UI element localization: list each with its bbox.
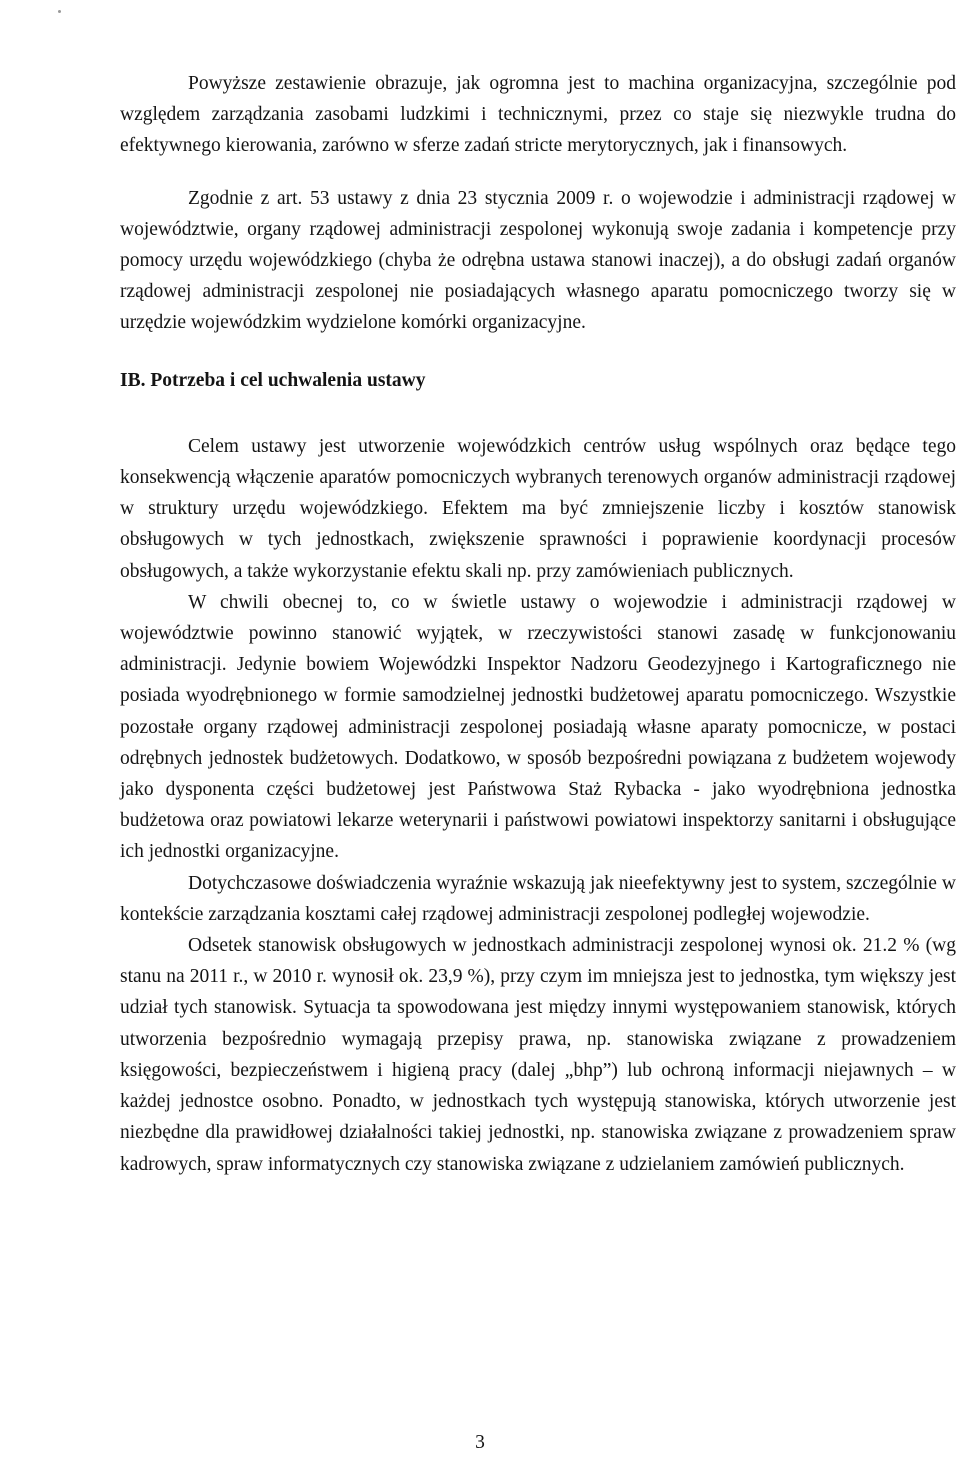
paragraph-cel-ustawy: Celem ustawy jest utworzenie wojewódzkich centrów usług wspólnych oraz będące tego konsekwencją włączenie aparatów pomocniczych wybranych terenowych organów administracji rządowej w struktury urzędu wojewódzkiego. Efektem ma być zmniejszenie liczby i kosztów stanowisk obsługowych w tych jednostkach, zwiększenie sprawności i poprawienie koordynacji procesów obsługowych, a także wykorzystanie efektu skali np. przy zamówieniach publicznych. [120,435,956,582]
paragraph-art-53: Zgodnie z art. 53 ustawy z dnia 23 stycznia 2009 r. o wojewodzie i administracji rządowej w województwie, organy rządowej administracji zespolonej wykonują swoje zadania i kompetencje przy pomocy urzędu wojewódzkiego (chyba że odrębna ustawa stanowi inaczej), a do obsługi zadań organów rządowej administracji zespolonej nie posiadających własnego aparatu pomocniczego tworzy się w urzędzie wojewódzkim wydzielone komórki organizacyjne. [120,187,956,334]
section-heading: IB. Potrzeba i cel uchwalenia ustawy [120,369,426,391]
scan-speck [58,10,61,13]
paragraph-odsetek: Odsetek stanowisk obsługowych w jednostkach administracji zespolonej wynosi ok. 21.2 % (wg stanu na 2011 r., w 2010 r. wynosił ok. 23,9 %), przy czym im mniejsza jest to jednostka, tym większy jest udział tych stanowisk. Sytuacja ta spowodowana jest między innymi występowaniem stanowisk, których utworzenia bezpośrednio wymagają przepisy prawa, np. stanowiska związane z prowadzeniem księgowości, bezpieczeństwem i higieną pracy (dalej „bhp”) lub ochroną informacji niejawnych – w każdej jednostce osobno. Ponadto, w jednostkach tych występują stanowiska, których utworzenie jest niezbędne dla prawidłowej działalności takiej jednostki, np. stanowiska związane z prowadzeniem spraw kadrowych, spraw informatycznych czy stanowiska związane z udzielaniem zamówień publicznych. [120,935,956,1175]
page-number: 3 [475,1432,485,1453]
paragraph-machina: Powyższe zestawienie obrazuje, jak ogromna jest to machina organizacyjna, szczególnie pod względem zarządzania zasobami ludzkimi i technicznymi, przez co staje się niezwykle trudna do efektywnego kierowania, zarówno w sferze zadań stricte merytorycznych, jak i finansowych. [120,73,956,157]
paragraph-chwila-obecna: W chwili obecnej to, co w świetle ustawy o wojewodzie i administracji rządowej w województwie powinno stanowić wyjątek, w rzeczywistości stanowi zasadę w funkcjonowaniu administracji. Jedynie bowiem Wojewódzki Inspektor Nadzoru Geodezyjnego i Kartograficznego nie posiada wyodrębnionego w formie samodzielnej jednostki budżetowej aparatu pomocniczego. Wszystkie pozostałe organy rządowej administracji zespolonej posiadają własne aparaty pomocnicze, w postaci odrębnych jednostek budżetowych. Dodatkowo, w sposób bezpośredni powiązana z budżetem wojewody jako dysponenta części budżetowej jest Państwowa Staż Rybacka - jako wyodrębniona jednostka budżetowa oraz powiatowi lekarze weterynarii i państwowi powiatowi inspektorzy sanitarni i obsługujące ich jednostki organizacyjne. [120,591,956,863]
document-page [120,68,956,1180]
paragraph-doswiadczenia: Dotychczasowe doświadczenia wyraźnie wskazują jak nieefektywny jest to system, szczególnie w kontekście zarządzania kosztami całej rządowej administracji zespolonej podległej wojewodzie. [120,872,956,925]
